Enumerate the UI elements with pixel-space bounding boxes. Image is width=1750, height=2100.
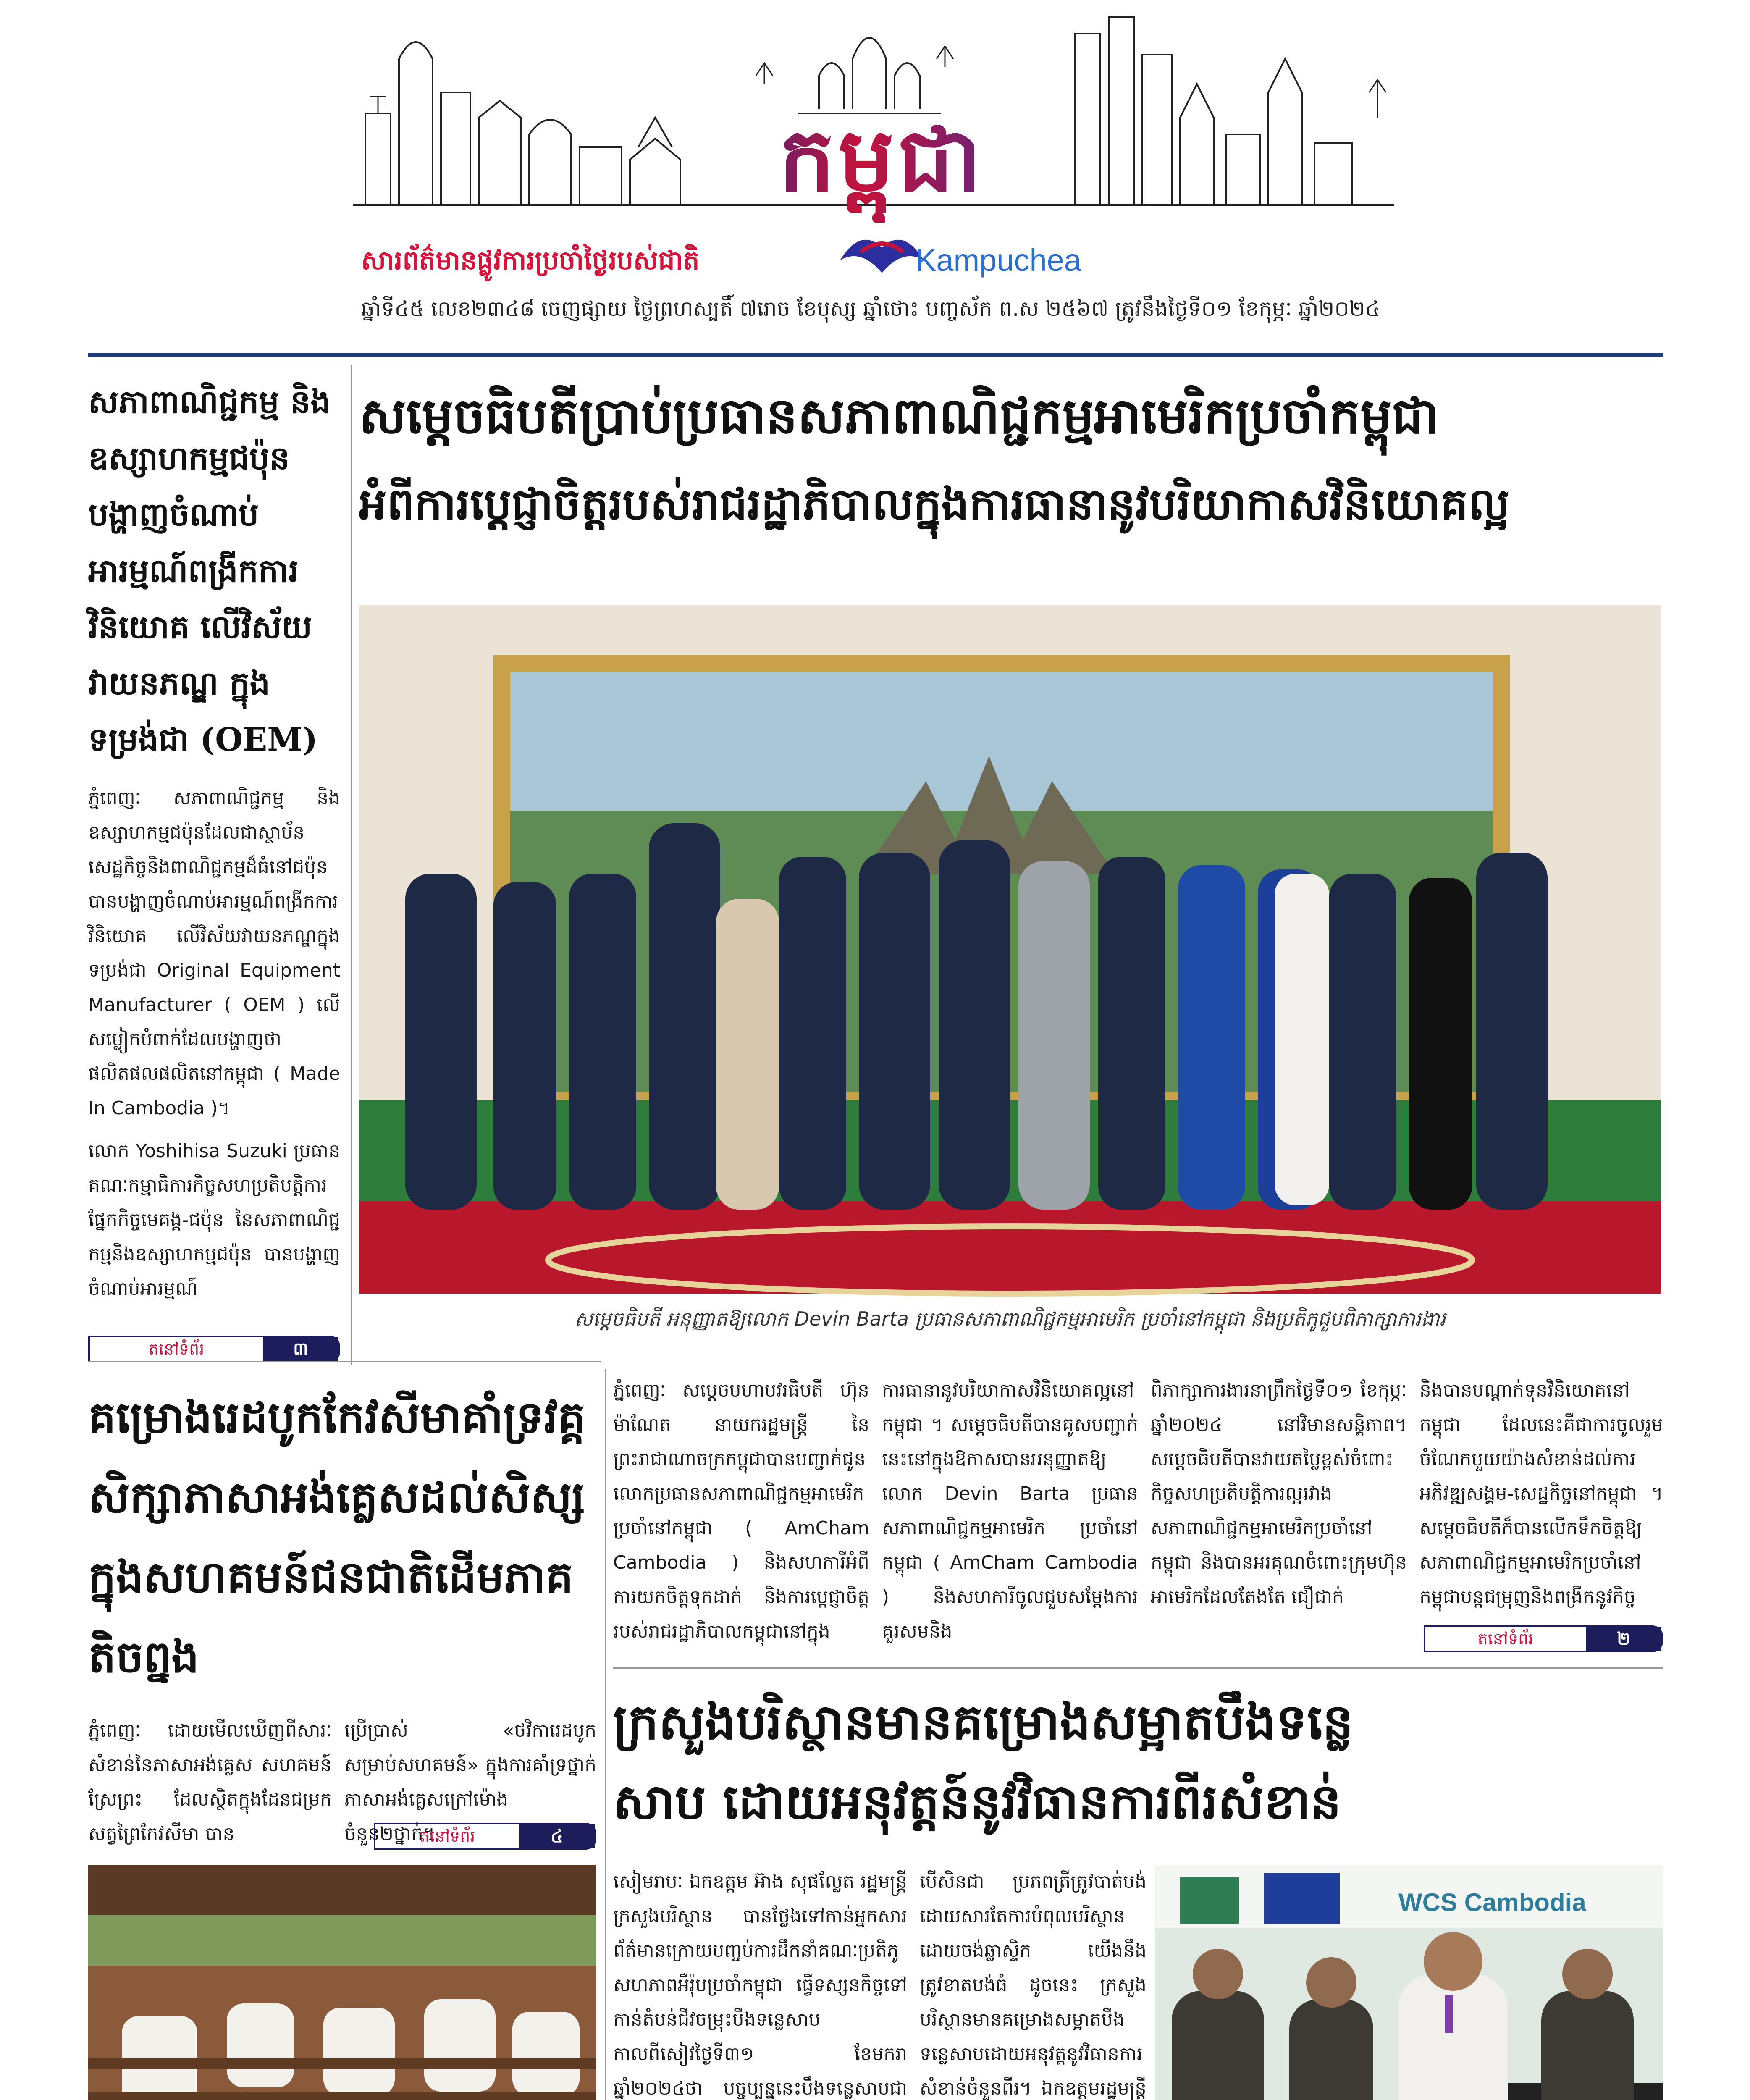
left-story-body-2: លោក Yoshihisa Suzuki ប្រធានគណៈកម្មាធិការកិច្ចសហប្រតិបត្តិការផ្នែកកិច្ចមេគង្គ-ជប៉ុន នៃសភាពាណិជ្ជកម្មនិងឧស្សាហកម្មជប៉ុន បានបង្ហាញចំណាប់អារម្មណ៍ <box>88 1140 340 1299</box>
logo-emblem-icon <box>836 223 928 277</box>
left-story-headline: សភាពាណិជ្ជកម្ម និងឧស្សាហកម្មជប៉ុន បង្ហាញចំណាប់អារម្មណ៍ពង្រីកការវិនិយោគ លើវិស័យវាយនភណ្ឌ ក្នុងទម្រង់ជា (OEM) <box>88 383 331 758</box>
column-divider <box>351 365 352 1365</box>
env-column-2: បើសិនជា ប្រភពត្រីត្រូវបាត់បង់ ដោយសារតែការបំពុលបរិស្ថាន ដោយចង់ឆ្លាស្ទិក យើងនឹងត្រូវខាតបង់ធំ ដូចនេះ ក្រសួងបរិស្ថានមានគម្រោងសម្អាតបឹងទន្លេសាបដោយអនុវត្តនូវវិធានការសំខាន់ចំនួនពីរ។ ឯកឧត្តមរដ្ឋមន្ត្រី <box>920 1871 1147 2099</box>
lead-group-photo <box>359 605 1661 1294</box>
mid-story-column-2: ប្រើប្រាស់ «ថវិការេដបូកសម្រាប់សហគមន៍» ក្នុងការគាំទ្រថ្នាក់ភាសាអង់គ្លេសក្រៅម៉ោងចំនួន២ថ្នាក់។ <box>344 1720 596 1845</box>
newspaper-logo: កម្ពុជា <box>680 97 1084 223</box>
env-column-1: សៀមរាបៈ ឯកឧត្តម អ៊ាង សុផល្លែត រដ្ឋមន្ត្រីក្រសួងបរិស្ថាន បានថ្លែងទៅកាន់អ្នកសារព័ត៌មានក្រោយបញ្ចប់ការដឹកនាំគណៈប្រតិភូសហភាពអឺរ៉ុបប្រចាំកម្ពុជា ធ្វើទស្សនកិច្ចទៅកាន់តំបន់ជីវចម្រុះបឹងទន្លេសាប កាលពីសៀវថ្ងៃទី៣១ ខែមករា ឆ្នាំ២០២៤ថា បច្ចុប្បន្ននេះបឹងទន្លេសាបជា <box>613 1871 907 2099</box>
env-headline-line-1: ក្រសួងបរិស្ថានមានគម្រោងសម្អាតបឹងទន្លេ <box>613 1693 1354 1751</box>
section-divider <box>88 1361 601 1362</box>
column-divider <box>605 1369 606 2100</box>
mid-story-column-1: ភ្នំពេញៈ ដោយមើលឃើញពីសារៈសំខាន់នៃភាសាអង់គ្លេស សហគមន៍ស្រែព្រះ ដែលស្ថិតក្នុងដែនជម្រកសត្វព្រៃកែវសីមា បាន <box>88 1720 332 1845</box>
left-story-continued[interactable] <box>88 1336 340 1362</box>
lead-continued[interactable] <box>1424 1625 1663 1652</box>
lead-column-3: ពិភាក្សាការងារនាព្រឹកថ្ងៃទី០១ ខែកុម្ភៈ ឆ្នាំ២០២៤ នៅវិមានសន្តិភាព។ សម្ដេចធិបតីបានវាយតម្លៃខ្ពស់ចំពោះកិច្ចសហប្រតិបត្តិការល្អរវាងសភាពាណិជ្ជកម្មអាមេរិកប្រចាំនៅកម្ពុជា និងបានអរគុណចំពោះក្រុមហ៊ុនអាមេរិកដែលតែងតែ ជឿជាក់ <box>1151 1380 1407 1608</box>
continued-label: តនៅទំព័រ <box>148 1340 205 1358</box>
section-divider <box>613 1667 1663 1669</box>
continued-label: តនៅទំព័រ <box>419 1827 475 1845</box>
mid-story-continued[interactable] <box>374 1823 596 1850</box>
left-story-body-1: ភ្នំពេញៈ សភាពាណិជ្ជកម្ម និងឧស្សាហកម្មជប៉ុនដែលជាស្ថាប័នសេដ្ឋកិច្ចនិងពាណិជ្ជកម្មដ៏ធំនៅជប៉ុនបានបង្ហាញចំណាប់អារម្មណ៍ពង្រីកការវិនិយោគ លើវិស័យវាយនភណ្ឌក្នុងទម្រង់ជា Original Equipment Manufacturer ( OEM ) លើសម្លៀកបំពាក់ដែលបង្ហាញថាផលិតផលផលិតនៅកម្ពុជា ( Made In Cambodia )។ <box>88 788 340 1119</box>
env-headline-line-2: សាប ដោយអនុវត្តន៍នូវវិធានការពីរសំខាន់ <box>613 1773 1341 1830</box>
lead-column-1: ភ្នំពេញៈ សម្ដេចមហាបវរធិបតី ហ៊ុន ម៉ាណែត នាយករដ្ឋមន្ត្រី នៃព្រះរាជាណាចក្រកម្ពុជាបានបញ្ជាក់ជូនលោកប្រធានសភាពាណិជ្ជកម្មអាមេរិកប្រចាំនៅកម្ពុជា ( AmCham Cambodia ) និងសហការីអំពីការយកចិត្តទុកដាក់ និងការប្ដេជ្ញាចិត្តរបស់រាជរដ្ឋាភិបាលកម្ពុជានៅក្នុង <box>613 1380 869 1642</box>
classroom-photo <box>88 1865 596 2100</box>
press-conference-photo <box>1155 1865 1663 2100</box>
lead-headline-line-1: សម្ដេចធិបតីប្រាប់ប្រធានសភាពាណិជ្ជកម្មអាមេរិកប្រចាំកម្ពុជា <box>359 386 1439 445</box>
masthead-latin-name: Kampuchea <box>916 243 1081 278</box>
continued-page: ៤ <box>519 1824 595 1848</box>
continued-page: ៣ <box>263 1337 338 1361</box>
lead-photo-caption: សម្ដេចធិបតី អនុញ្ញាតឱ្យលោក Devin Barta ប្រធានសភាពាណិជ្ជកម្មអាមេរិក ប្រចាំនៅកម្ពុជា និងប្រតិភូជួបពិភាក្សាការងារ <box>574 1307 1446 1330</box>
masthead-tagline: សារព័ត៌មានផ្លូវការប្រចាំថ្ងៃរបស់ជាតិ <box>361 245 700 276</box>
photo-backdrop-sign: WCS Cambodia <box>1398 1888 1586 1916</box>
masthead-rule <box>88 353 1663 357</box>
lead-headline-line-2: អំពីការប្ដេជ្ញាចិត្តរបស់រាជរដ្ឋាភិបាលក្នុងការធានានូវបរិយាកាសវិនិយោគល្អ <box>359 478 1510 530</box>
lead-column-4: និងបានបណ្ដាក់ទុនវិនិយោគនៅកម្ពុជា ដែលនេះគឺជាការចូលរួមចំណែកមួយយ៉ាងសំខាន់ដល់ការអភិវឌ្ឍសង្គម-សេដ្ឋកិច្ចនៅកម្ពុជា ។ សម្ដេចធិបតីក៏បានលើកទឹកចិត្តឱ្យសភាពាណិជ្ជកម្មអាមេរិកប្រចាំនៅកម្ពុជាបន្តជម្រុញនិងពង្រីកនូវកិច្ច <box>1419 1380 1663 1608</box>
continued-label: តនៅទំព័រ <box>1477 1630 1534 1648</box>
lead-column-2: ការធានានូវបរិយាកាសវិនិយោគល្អនៅកម្ពុជា ។ សម្ដេចធិបតីបានគូសបញ្ជាក់នេះនៅក្នុងឱកាសបានអនុញ្ញាតឱ្យលោក Devin Barta ប្រធានសភាពាណិជ្ជកម្មអាមេរិក ប្រចាំនៅកម្ពុជា ( AmCham Cambodia ) និងសហការីចូលជួបសម្ដែងការគួរសមនិង <box>882 1380 1138 1642</box>
continued-page: ២ <box>1586 1627 1661 1651</box>
issue-dateline: ឆ្នាំទី៤៥ លេខ២៣៤៨ ចេញផ្សាយ ថ្ងៃព្រហស្បតិ៍ ៧រោច ខែបុស្ស ឆ្នាំថោះ បញ្ចស័ក ព.ស ២៥៦៧ ត្រូវនឹងថ្ងៃទី០១ ខែកុម្ភៈ ឆ្នាំ២០២៤ <box>361 297 1380 321</box>
mid-story-headline: គម្រោងរេដបូកកែវសីមាគាំទ្រវគ្គសិក្សាភាសាអង់គ្លេសដល់សិស្ស ក្នុងសហគមន៍ជនជាតិដើមភាគតិចព្នង <box>88 1391 586 1683</box>
